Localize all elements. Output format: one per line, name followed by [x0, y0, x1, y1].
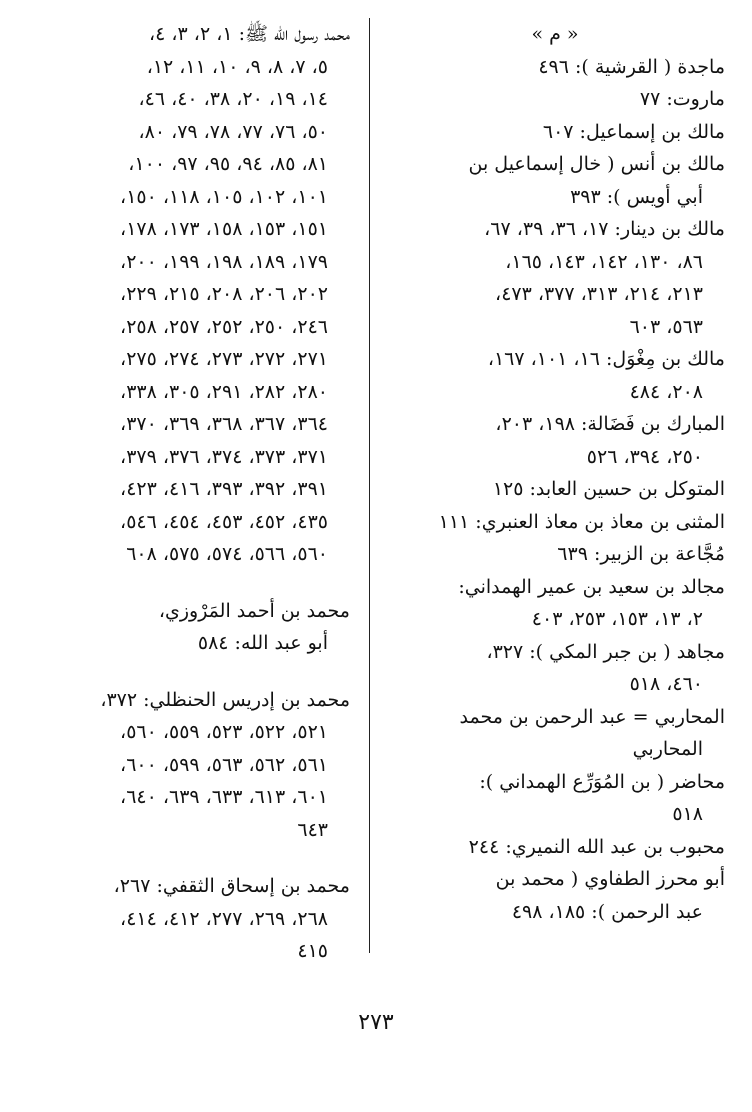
letter-heading: « م » [531, 23, 579, 45]
right-column [385, 18, 725, 928]
entry-heading-line: المحاربي = عبد الرحمن بن محمد [459, 705, 725, 728]
entry-continuation-line: ٥١٨ [672, 803, 703, 825]
entry-heading-line: مالك بن أنس ( خال إسماعيل بن [468, 153, 725, 175]
entry-gap [78, 846, 350, 870]
entry-continuation-line: ٣٧١، ٣٧٣، ٣٧٤، ٣٧٦، ٣٧٩، [120, 445, 328, 468]
entry-continuation-line: ٢٨٠، ٢٨٢، ٢٩١، ٣٠٥، ٣٣٨، [120, 380, 328, 403]
entry-heading-line: محبوب بن عبد الله النميري: ٢٤٤ [468, 835, 725, 858]
entry-continuation-line: أبي أويس ): ٣٩٣ [570, 185, 703, 208]
index-entry [385, 473, 725, 506]
entry-heading-line: مالك بن إسماعيل: ٦٠٧ [542, 120, 725, 143]
entry-continuation-line: ٨١، ٨٥، ٩٤، ٩٥، ٩٧، ١٠٠، [128, 153, 328, 175]
column-divider [369, 18, 370, 953]
entry-continuation-line: ٤٦٠، ٥١٨ [629, 673, 703, 695]
entry-heading-line: محمد رسول الله ﷺ: ١، ٢، ٣، ٤، [149, 23, 350, 45]
left-entries [78, 18, 350, 968]
entry-continuation-line: ٢، ١٣، ١٥٣، ٢٥٣، ٤٠٣ [531, 608, 703, 630]
index-entry [78, 870, 350, 968]
entry-heading-line: مالك بن مِغْوَل: ١٦، ١٠١، ١٦٧، [487, 348, 725, 370]
entry-continuation-line: ١٥١، ١٥٣، ١٥٨، ١٧٣، ١٧٨، [120, 218, 328, 240]
index-entry [385, 408, 725, 473]
entry-heading-line: المبارك بن فَضَالة: ١٩٨، ٢٠٣، [495, 413, 725, 435]
entry-continuation-line: ٥٢١، ٥٢٢، ٥٢٣، ٥٥٩، ٥٦٠، [120, 721, 328, 743]
entry-continuation-line: ٢٠٨، ٤٨٤ [629, 380, 703, 403]
entry-continuation-line: ٦٤٣ [297, 818, 328, 841]
entry-heading-line: محمد بن أحمد المَرْوزي، [158, 599, 350, 622]
right-entries [385, 51, 725, 929]
entry-heading-line: مجاهد ( بن جبر المكي ): ٣٢٧، [486, 640, 725, 663]
index-entry [385, 148, 725, 213]
entry-continuation-line: ٢٥٠، ٣٩٤، ٥٢٦ [586, 445, 703, 468]
entry-heading-line: مالك بن دينار: ١٧، ٣٦، ٣٩، ٦٧، [484, 218, 725, 240]
entry-continuation-line: ٦٠١، ٦١٣، ٦٣٣، ٦٣٩، ٦٤٠، [120, 786, 328, 808]
index-entry [385, 343, 725, 408]
entry-heading-line: محمد بن إسحاق الثقفي: ٢٦٧، [113, 875, 350, 897]
entry-continuation-line: ٨٦، ١٣٠، ١٤٢، ١٤٣، ١٦٥، [505, 250, 703, 273]
entry-heading-line: مُجَّاعة بن الزبير: ٦٣٩ [557, 543, 725, 565]
index-entry [385, 51, 725, 84]
entry-gap [78, 571, 350, 595]
entry-heading-line: ماجدة ( القرشية ): ٤٩٦ [538, 55, 725, 78]
index-entry [385, 213, 725, 343]
entry-continuation-line: ٥، ٧، ٨، ٩، ١٠، ١١، ١٢، [146, 55, 328, 78]
entry-continuation-line: ١٠١، ١٠٢، ١٠٥، ١١٨، ١٥٠، [120, 185, 328, 208]
index-entry [385, 83, 725, 116]
entry-continuation-line: ٢١٣، ٢١٤، ٣١٣، ٣٧٧، ٤٧٣، [495, 283, 703, 305]
entry-continuation-line: ٢٦٨، ٢٦٩، ٢٧٧، ٤١٢، ٤١٤، [120, 907, 328, 930]
entry-heading-line: محاضر ( بن المُوَرِّع الهمداني ): [479, 770, 725, 793]
index-entry [78, 18, 350, 571]
entry-continuation-line: عبد الرحمن ): ١٨٥، ٤٩٨ [511, 900, 703, 923]
index-entry [78, 684, 350, 847]
entry-heading-line: المثنى بن معاذ بن معاذ العنبري: ١١١ [438, 510, 725, 533]
index-entry [385, 636, 725, 701]
entry-continuation-line: ٤٣٥، ٤٥٢، ٤٥٣، ٤٥٤، ٥٤٦، [120, 510, 328, 533]
entry-continuation-line: ٥٦٣، ٦٠٣ [629, 315, 703, 338]
entry-gap [78, 660, 350, 684]
entry-heading-line: المتوكل بن حسين العابد: ١٢٥ [492, 478, 725, 500]
index-entry [385, 116, 725, 149]
entry-continuation-line: المحاربي [632, 738, 703, 760]
entry-continuation-line: ٣٩١، ٣٩٢، ٣٩٣، ٤١٦، ٤٢٣، [120, 478, 328, 500]
entry-continuation-line: ٢٠٢، ٢٠٦، ٢٠٨، ٢١٥، ٢٢٩، [120, 283, 328, 305]
entry-continuation-line: ٥٦٠، ٥٦٦، ٥٧٤، ٥٧٥، ٦٠٨ [126, 543, 328, 565]
entry-continuation-line: ١٤، ١٩، ٢٠، ٣٨، ٤٠، ٤٦، [138, 88, 328, 110]
entry-continuation-line: ٤١٥ [297, 940, 328, 962]
index-entry [385, 701, 725, 766]
entry-heading-line: ماروت: ٧٧ [639, 88, 725, 110]
index-entry [385, 571, 725, 636]
index-entry [385, 831, 725, 864]
entry-heading-line: أبو محرز الطفاوي ( محمد بن [495, 868, 725, 890]
index-entry [78, 595, 350, 660]
index-entry [385, 766, 725, 831]
entry-continuation-line: ٢٤٦، ٢٥٠، ٢٥٢، ٢٥٧، ٢٥٨، [120, 315, 328, 338]
entry-continuation-line: ٥٦١، ٥٦٢، ٥٦٣، ٥٩٩، ٦٠٠، [120, 753, 328, 776]
entry-continuation-line: ٢٧١، ٢٧٢، ٢٧٣، ٢٧٤، ٢٧٥، [120, 348, 328, 370]
index-entry [385, 506, 725, 539]
left-column [78, 18, 350, 968]
entry-continuation-line: ٣٦٤، ٣٦٧، ٣٦٨، ٣٦٩، ٣٧٠، [120, 413, 328, 435]
entry-continuation-line: أبو عبد الله: ٥٨٤ [197, 632, 328, 654]
entry-continuation-line: ٥٠، ٧٦، ٧٧، ٧٨، ٧٩، ٨٠، [138, 120, 328, 143]
index-entry [385, 863, 725, 928]
entry-heading-line: محمد بن إدريس الحنظلي: ٣٧٢، [100, 688, 350, 711]
page-number: ٢٧٣ [358, 1010, 394, 1035]
entry-heading-line: مجالد بن سعيد بن عمير الهمداني: [458, 575, 725, 598]
entry-continuation-line: ١٧٩، ١٨٩، ١٩٨، ١٩٩، ٢٠٠، [120, 250, 328, 273]
index-entry [385, 538, 725, 571]
